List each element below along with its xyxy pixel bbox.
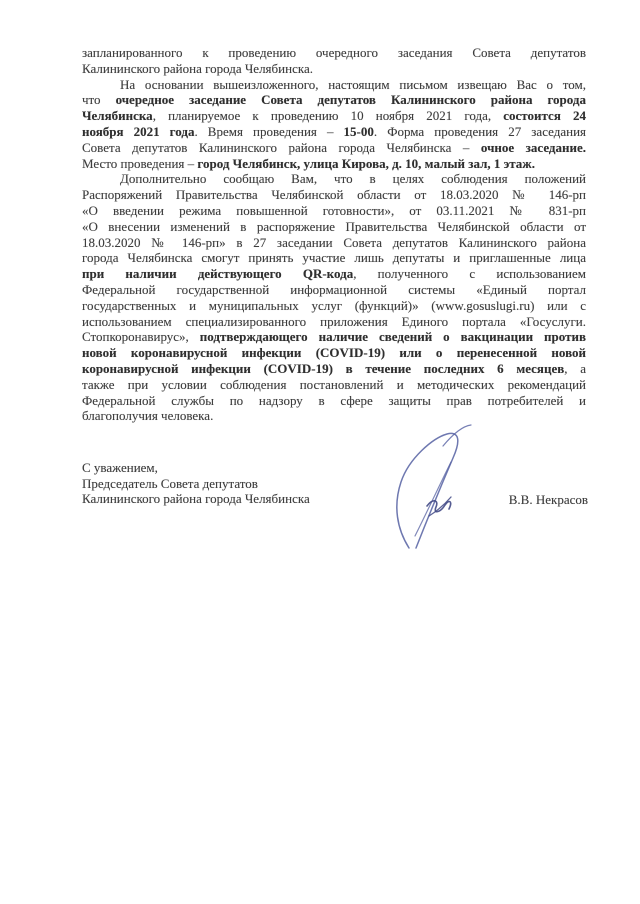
text-line — [82, 314, 586, 330]
text-line — [82, 203, 586, 219]
text-run: , полученного с использованием — [353, 266, 586, 282]
text-run: , планируемое к проведению 10 ноября 2021 года, — [152, 108, 504, 124]
bold-text-run: коронавирусной инфекции (COVID-19) в течение последних 6 месяцев — [82, 360, 565, 376]
bold-text-run: Челябинска — [82, 108, 153, 124]
text-run: Федеральной государственной информационной системы «Единый портал — [82, 281, 586, 297]
paragraph-1 — [82, 45, 586, 77]
paragraph-2 — [82, 77, 586, 172]
text-run: Распоряжений Правительства Челябинской области от 18.03.2020 № 146-рп — [82, 187, 586, 203]
signer-name: В.В. Некрасов — [508, 492, 588, 507]
text-run: На основании вышеизложенного, настоящим письмом извещаю Вас о том, — [120, 76, 586, 92]
text-line — [82, 92, 586, 108]
text-line — [82, 345, 586, 361]
text-run: благополучия человека. — [82, 408, 214, 424]
text-run: Дополнительно сообщаю Вам, что в целях соблюдения положений — [120, 171, 586, 187]
text-run: Совета депутатов Калининского района города Челябинска – — [82, 139, 481, 155]
text-run: Калининского района города Челябинска. — [82, 60, 313, 76]
closing-line: Председатель Совета депутатов — [82, 475, 258, 491]
text-line — [82, 77, 586, 93]
text-line — [82, 329, 586, 345]
text-run: запланированного к проведению очередного заседания Совета депутатов — [82, 45, 586, 60]
text-run: Стопкоронавирус», — [82, 329, 200, 345]
bold-text-run: очередное заседание Совета депутатов Калининского района города — [115, 92, 586, 108]
text-line — [82, 140, 586, 156]
text-line — [82, 45, 586, 61]
text-line — [82, 250, 586, 266]
text-run: Место проведения – — [82, 155, 198, 171]
text-line — [82, 171, 586, 187]
text-line — [82, 156, 586, 172]
text-line — [82, 124, 586, 140]
text-run: . Форма проведения 27 заседания — [373, 123, 587, 139]
text-run: также при условии соблюдения постановлений и методических рекомендаций — [82, 376, 586, 392]
text-line — [82, 61, 586, 77]
paragraph-3 — [82, 171, 586, 424]
bold-text-run: 15-00 — [343, 123, 374, 139]
bold-text-run: при наличии действующего QR-кода — [82, 266, 354, 282]
letter-body — [82, 45, 586, 424]
bold-text-run: новой коронавирусной инфекции (COVID-19) или о перенесенной новой — [82, 345, 586, 361]
text-line — [82, 282, 586, 298]
bold-text-run: состоится 24 — [503, 108, 586, 124]
text-run: города Челябинска смогут принять участие лишь депутаты и приглашенные лица — [82, 250, 586, 266]
text-line — [82, 408, 586, 424]
signature-ink-icon — [385, 424, 485, 554]
text-run: государственных и муниципальных услуг (функций)» (www.gosuslugi.ru) или с — [82, 297, 586, 313]
text-run: что — [82, 92, 116, 108]
text-line — [82, 266, 586, 282]
text-run: «О внесении изменений в распоряжение Правительства Челябинской области от — [82, 218, 586, 234]
bold-text-run: подтверждающего наличие сведений о вакцинации против — [199, 329, 587, 345]
closing-block — [82, 460, 310, 507]
bold-text-run: город Челябинск, улица Кирова, д. 10, малый зал, 1 этаж. — [197, 155, 535, 171]
text-line — [82, 393, 586, 409]
text-run: Федеральной службы по надзору в сфере защиты прав потребителей и — [82, 392, 586, 408]
closing-line: Калининского района города Челябинска — [82, 491, 310, 507]
text-run: использованием специализированного приложения Единого портала «Госуслуги. — [82, 313, 586, 329]
text-line — [82, 298, 586, 314]
text-run: 18.03.2020 № 146-рп» в 27 заседании Совета депутатов Калининского района — [82, 234, 586, 250]
text-line — [82, 377, 586, 393]
bold-text-run: ноября 2021 года — [82, 123, 195, 139]
closing-line: С уважением, — [82, 460, 158, 475]
text-line — [82, 235, 586, 251]
text-run: . Время проведения – — [194, 123, 344, 139]
text-line — [82, 187, 586, 203]
text-line — [82, 361, 586, 377]
text-line — [82, 108, 586, 124]
text-line — [82, 219, 586, 235]
text-run: , а — [564, 360, 586, 376]
text-run: «О введении режима повышенной готовности», от 03.11.2021 № 831-рп — [82, 202, 586, 218]
bold-text-run: очное заседание. — [480, 139, 586, 155]
